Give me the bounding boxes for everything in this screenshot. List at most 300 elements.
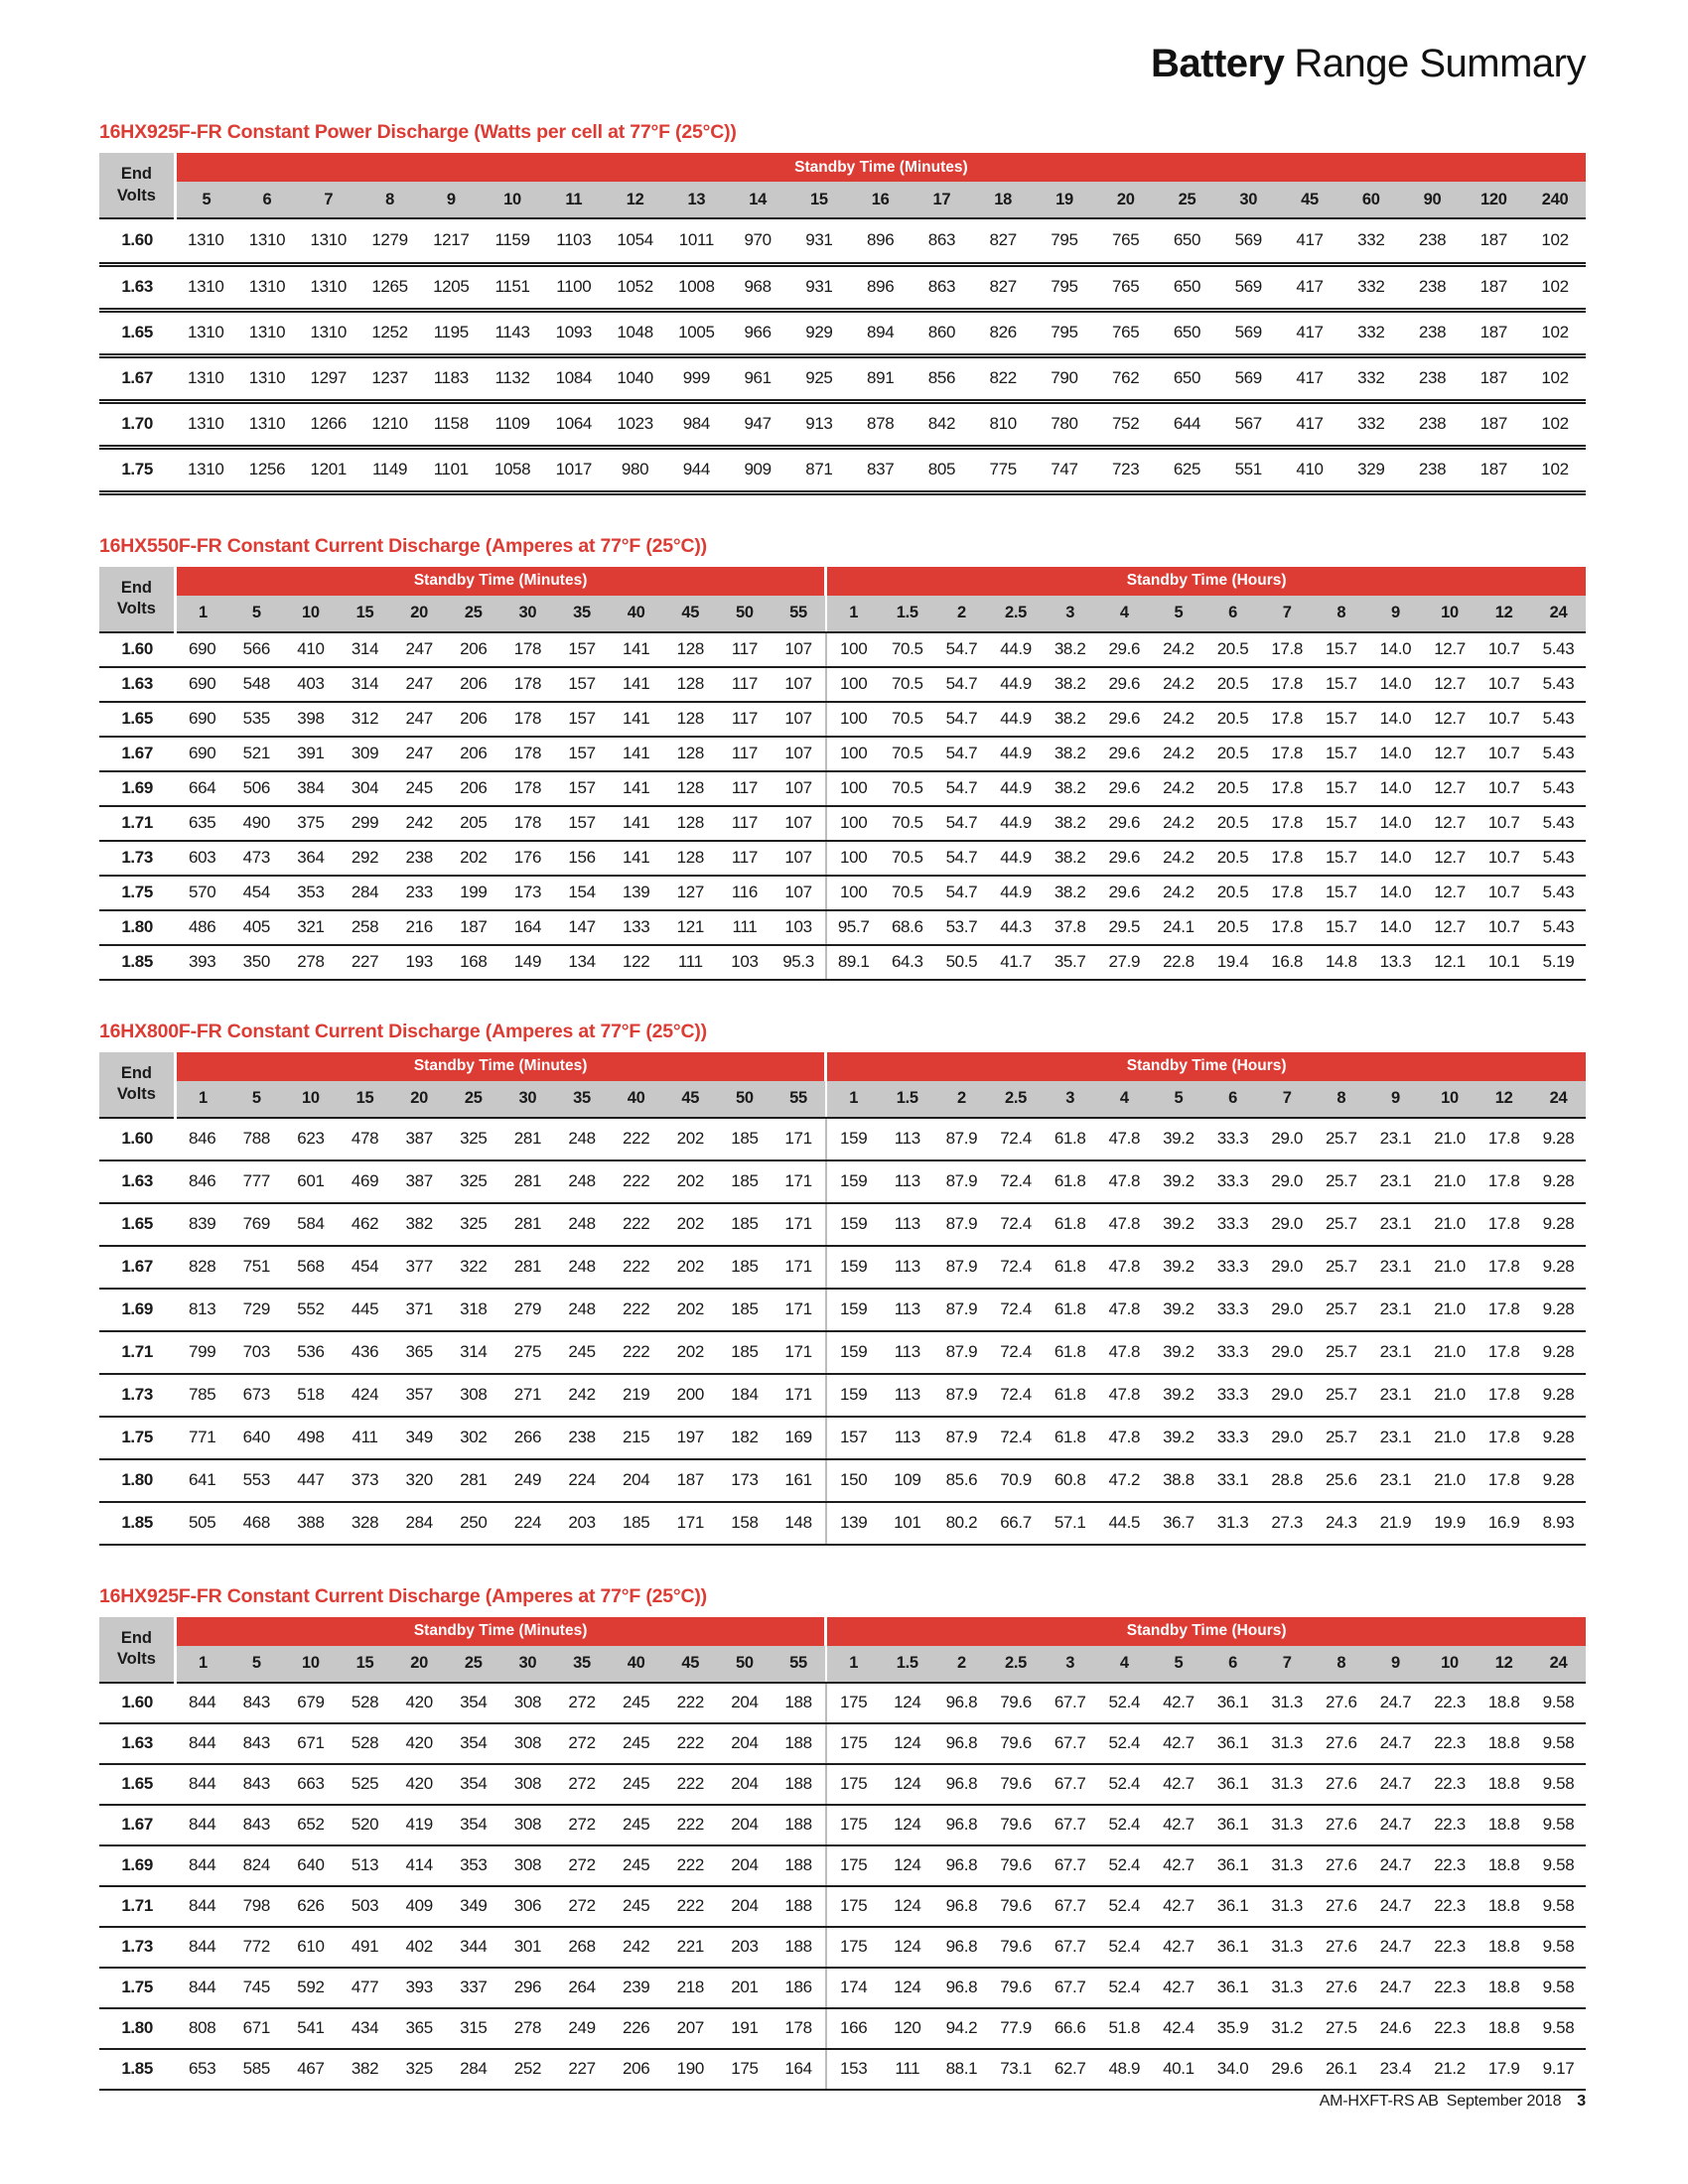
table-title: 16HX800F-FR Constant Current Discharge (Amperes at 77°F (25°C)) — [99, 1020, 707, 1042]
value-cell: 826 — [972, 310, 1034, 355]
value-cell: 909 — [727, 447, 788, 492]
value-cell: 1017 — [543, 447, 605, 492]
value-cell: 780 — [1034, 401, 1095, 447]
table-title: 16HX925F-FR Constant Power Discharge (Watts per cell at 77°F (25°C)) — [99, 121, 737, 143]
value-cell: 89.1 — [826, 945, 881, 980]
table-row — [99, 1203, 1586, 1246]
value-cell: 844 — [175, 1927, 229, 1968]
value-cell: 1005 — [665, 310, 727, 355]
value-cell: 121 — [663, 910, 718, 945]
value-cell: 506 — [229, 771, 284, 806]
end-volts-cell: 1.85 — [99, 1502, 175, 1545]
value-cell: 182 — [718, 1417, 773, 1459]
value-cell: 222 — [609, 1289, 663, 1331]
value-cell: 318 — [446, 1289, 500, 1331]
value-cell: 127 — [663, 876, 718, 910]
value-cell: 468 — [229, 1502, 284, 1545]
col-header: 25 — [446, 1081, 500, 1118]
value-cell: 27.6 — [1314, 1968, 1368, 2008]
value-cell: 860 — [912, 310, 973, 355]
value-cell: 653 — [175, 2049, 229, 2090]
value-cell: 304 — [338, 771, 392, 806]
value-cell: 222 — [609, 1160, 663, 1203]
value-cell: 1149 — [359, 447, 421, 492]
value-cell: 222 — [609, 1246, 663, 1289]
value-cell: 72.4 — [989, 1289, 1044, 1331]
value-cell: 113 — [880, 1374, 934, 1417]
value-cell: 153 — [826, 2049, 881, 2090]
standby-band-label: Standby Time (Minutes) — [175, 1617, 826, 1646]
value-cell: 9.28 — [1531, 1203, 1586, 1246]
value-cell: 15.7 — [1314, 841, 1368, 876]
value-cell: 377 — [392, 1246, 447, 1289]
table-row — [99, 632, 1586, 667]
value-cell: 42.7 — [1152, 1764, 1206, 1805]
value-cell: 44.9 — [989, 771, 1044, 806]
value-cell: 17.8 — [1260, 632, 1315, 667]
value-cell: 57.1 — [1043, 1502, 1097, 1545]
standby-band-label: Standby Time (Minutes) — [175, 567, 826, 596]
col-header: 55 — [772, 1646, 826, 1683]
value-cell: 171 — [772, 1160, 826, 1203]
value-cell: 124 — [880, 1723, 934, 1764]
value-cell: 134 — [555, 945, 610, 980]
value-cell: 21.0 — [1423, 1203, 1477, 1246]
value-cell: 551 — [1217, 447, 1279, 492]
value-cell: 679 — [284, 1683, 339, 1723]
value-cell: 518 — [284, 1374, 339, 1417]
value-cell: 424 — [338, 1374, 392, 1417]
col-header: 6 — [236, 182, 298, 218]
value-cell: 14.8 — [1314, 945, 1368, 980]
value-cell: 585 — [229, 2049, 284, 2090]
value-cell: 20.5 — [1205, 667, 1260, 702]
value-cell: 322 — [446, 1246, 500, 1289]
value-cell: 96.8 — [934, 1764, 989, 1805]
value-cell: 9.58 — [1531, 1845, 1586, 1886]
value-cell: 199 — [446, 876, 500, 910]
value-cell: 66.7 — [989, 1502, 1044, 1545]
value-cell: 272 — [555, 1764, 610, 1805]
value-cell: 186 — [772, 1968, 826, 2008]
value-cell: 321 — [284, 910, 339, 945]
value-cell: 24.7 — [1368, 1764, 1423, 1805]
table-row — [99, 1723, 1586, 1764]
value-cell: 20.5 — [1205, 702, 1260, 737]
value-cell: 22.3 — [1423, 1886, 1477, 1927]
value-cell: 947 — [727, 401, 788, 447]
value-cell: 128 — [663, 737, 718, 771]
value-cell: 929 — [788, 310, 850, 355]
end-volts-cell: 1.67 — [99, 737, 175, 771]
value-cell: 5.43 — [1531, 806, 1586, 841]
col-header: 50 — [718, 1081, 773, 1118]
end-volts-cell: 1.71 — [99, 806, 175, 841]
col-header: 40 — [609, 1081, 663, 1118]
value-cell: 12.1 — [1423, 945, 1477, 980]
end-volts-cell: 1.65 — [99, 1764, 175, 1805]
value-cell: 822 — [972, 355, 1034, 401]
value-cell: 248 — [555, 1203, 610, 1246]
col-header: 2 — [934, 1081, 989, 1118]
value-cell: 54.7 — [934, 806, 989, 841]
value-cell: 810 — [972, 401, 1034, 447]
col-header: 12 — [1477, 1081, 1531, 1118]
value-cell: 24.7 — [1368, 1845, 1423, 1886]
col-header: 10 — [284, 1646, 339, 1683]
value-cell: 124 — [880, 1764, 934, 1805]
value-cell: 70.5 — [880, 632, 934, 667]
value-cell: 222 — [609, 1118, 663, 1160]
value-cell: 203 — [555, 1502, 610, 1545]
value-cell: 5.43 — [1531, 910, 1586, 945]
value-cell: 124 — [880, 1886, 934, 1927]
value-cell: 10.7 — [1477, 910, 1531, 945]
end-volts-cell: 1.85 — [99, 945, 175, 980]
value-cell: 31.2 — [1260, 2008, 1315, 2049]
value-cell: 9.28 — [1531, 1374, 1586, 1417]
value-cell: 252 — [500, 2049, 555, 2090]
table-row — [99, 1845, 1586, 1886]
value-cell: 25.7 — [1314, 1160, 1368, 1203]
value-cell: 22.3 — [1423, 1764, 1477, 1805]
value-cell: 17.8 — [1260, 806, 1315, 841]
value-cell: 799 — [175, 1331, 229, 1374]
value-cell: 245 — [555, 1331, 610, 1374]
value-cell: 128 — [663, 806, 718, 841]
value-cell: 39.2 — [1152, 1417, 1206, 1459]
header-band-row — [99, 1617, 1586, 1646]
value-cell: 445 — [338, 1289, 392, 1331]
value-cell: 23.4 — [1368, 2049, 1423, 2090]
value-cell: 219 — [609, 1374, 663, 1417]
col-header: 5 — [1152, 1081, 1206, 1118]
end-volts-cell: 1.85 — [99, 2049, 175, 2090]
value-cell: 1101 — [420, 447, 482, 492]
value-cell: 222 — [609, 1331, 663, 1374]
value-cell: 52.4 — [1097, 1968, 1152, 2008]
value-cell: 124 — [880, 1927, 934, 1968]
value-cell: 1252 — [359, 310, 421, 355]
value-cell: 9.28 — [1531, 1246, 1586, 1289]
value-cell: 44.9 — [989, 737, 1044, 771]
value-cell: 12.7 — [1423, 806, 1477, 841]
value-cell: 9.28 — [1531, 1417, 1586, 1459]
value-cell: 314 — [446, 1331, 500, 1374]
col-header: 35 — [555, 1646, 610, 1683]
value-cell: 95.3 — [772, 945, 826, 980]
value-cell: 5.43 — [1531, 667, 1586, 702]
value-cell: 961 — [727, 355, 788, 401]
value-cell: 863 — [912, 218, 973, 264]
value-cell: 842 — [912, 401, 973, 447]
value-cell: 9.28 — [1531, 1118, 1586, 1160]
value-cell: 827 — [972, 264, 1034, 310]
value-cell: 417 — [1279, 310, 1340, 355]
value-cell: 8.93 — [1531, 1502, 1586, 1545]
col-header: 1 — [175, 1646, 229, 1683]
column-header-row — [99, 596, 1586, 632]
col-header: 50 — [718, 596, 773, 632]
value-cell: 329 — [1340, 447, 1402, 492]
value-cell: 650 — [1157, 218, 1218, 264]
table-row — [99, 401, 1586, 447]
value-cell: 207 — [663, 2008, 718, 2049]
value-cell: 10.7 — [1477, 841, 1531, 876]
value-cell: 10.7 — [1477, 771, 1531, 806]
value-cell: 24.7 — [1368, 1723, 1423, 1764]
value-cell: 38.2 — [1043, 632, 1097, 667]
value-cell: 178 — [500, 632, 555, 667]
value-cell: 18.8 — [1477, 1764, 1531, 1805]
value-cell: 102 — [1524, 218, 1586, 264]
value-cell: 245 — [609, 1723, 663, 1764]
value-cell: 61.8 — [1043, 1289, 1097, 1331]
value-cell: 772 — [229, 1927, 284, 1968]
value-cell: 175 — [826, 1764, 881, 1805]
col-header: 1 — [175, 1081, 229, 1118]
value-cell: 54.7 — [934, 667, 989, 702]
value-cell: 1256 — [236, 447, 298, 492]
value-cell: 635 — [175, 806, 229, 841]
value-cell: 48.9 — [1097, 2049, 1152, 2090]
value-cell: 10.7 — [1477, 632, 1531, 667]
value-cell: 24.2 — [1152, 841, 1206, 876]
col-header: 6 — [1205, 1081, 1260, 1118]
value-cell: 31.3 — [1260, 1723, 1315, 1764]
col-header: 2.5 — [989, 1081, 1044, 1118]
col-header: 35 — [555, 596, 610, 632]
value-cell: 101 — [880, 1502, 934, 1545]
value-cell: 87.9 — [934, 1203, 989, 1246]
value-cell: 96.8 — [934, 1886, 989, 1927]
value-cell: 275 — [500, 1331, 555, 1374]
value-cell: 42.7 — [1152, 1683, 1206, 1723]
value-cell: 541 — [284, 2008, 339, 2049]
value-cell: 384 — [284, 771, 339, 806]
value-cell: 247 — [392, 632, 447, 667]
value-cell: 417 — [1279, 218, 1340, 264]
value-cell: 548 — [229, 667, 284, 702]
value-cell: 67.7 — [1043, 1764, 1097, 1805]
value-cell: 171 — [772, 1118, 826, 1160]
value-cell: 66.6 — [1043, 2008, 1097, 2049]
value-cell: 197 — [663, 1417, 718, 1459]
value-cell: 771 — [175, 1417, 229, 1459]
value-cell: 846 — [175, 1160, 229, 1203]
value-cell: 102 — [1524, 310, 1586, 355]
value-cell: 238 — [1402, 355, 1464, 401]
end-volts-cell: 1.65 — [99, 310, 175, 355]
value-cell: 337 — [446, 1968, 500, 2008]
value-cell: 188 — [772, 1845, 826, 1886]
value-cell: 102 — [1524, 401, 1586, 447]
col-header: 11 — [543, 182, 605, 218]
table-row — [99, 1805, 1586, 1845]
value-cell: 248 — [555, 1289, 610, 1331]
value-cell: 279 — [500, 1289, 555, 1331]
value-cell: 245 — [609, 1805, 663, 1845]
value-cell: 365 — [392, 1331, 447, 1374]
value-cell: 40.1 — [1152, 2049, 1206, 2090]
value-cell: 67.7 — [1043, 1845, 1097, 1886]
value-cell: 15.7 — [1314, 702, 1368, 737]
table-body — [99, 218, 1586, 492]
page-title — [99, 42, 1586, 85]
value-cell: 185 — [718, 1331, 773, 1374]
value-cell: 171 — [663, 1502, 718, 1545]
col-header: 15 — [338, 1646, 392, 1683]
col-header: 20 — [1095, 182, 1157, 218]
value-cell: 14.0 — [1368, 806, 1423, 841]
value-cell: 204 — [718, 1805, 773, 1845]
value-cell: 420 — [392, 1723, 447, 1764]
value-cell: 245 — [609, 1845, 663, 1886]
value-cell: 332 — [1340, 310, 1402, 355]
tables-container — [99, 121, 1586, 2091]
value-cell: 224 — [500, 1502, 555, 1545]
value-cell: 70.5 — [880, 737, 934, 771]
value-cell: 17.8 — [1477, 1331, 1531, 1374]
value-cell: 9.58 — [1531, 1927, 1586, 1968]
value-cell: 171 — [772, 1246, 826, 1289]
value-cell: 272 — [555, 1723, 610, 1764]
value-cell: 5.43 — [1531, 876, 1586, 910]
value-cell: 187 — [1463, 218, 1524, 264]
value-cell: 1310 — [298, 310, 359, 355]
value-cell: 1310 — [175, 447, 236, 492]
value-cell: 10.7 — [1477, 876, 1531, 910]
value-cell: 100 — [826, 841, 881, 876]
value-cell: 159 — [826, 1118, 881, 1160]
value-cell: 410 — [284, 632, 339, 667]
value-cell: 100 — [826, 806, 881, 841]
value-cell: 29.0 — [1260, 1160, 1315, 1203]
col-header: 19 — [1034, 182, 1095, 218]
value-cell: 414 — [392, 1845, 447, 1886]
value-cell: 913 — [788, 401, 850, 447]
table-row — [99, 1683, 1586, 1723]
value-cell: 664 — [175, 771, 229, 806]
table-row — [99, 1160, 1586, 1203]
value-cell: 36.1 — [1205, 1805, 1260, 1845]
col-header: 5 — [1152, 1646, 1206, 1683]
value-cell: 70.5 — [880, 667, 934, 702]
col-header: 35 — [555, 1081, 610, 1118]
value-cell: 9.58 — [1531, 1683, 1586, 1723]
value-cell: 752 — [1095, 401, 1157, 447]
value-cell: 173 — [718, 1459, 773, 1502]
value-cell: 250 — [446, 1502, 500, 1545]
value-cell: 27.6 — [1314, 1886, 1368, 1927]
value-cell: 38.2 — [1043, 702, 1097, 737]
value-cell: 38.2 — [1043, 841, 1097, 876]
value-cell: 491 — [338, 1927, 392, 1968]
value-cell: 202 — [663, 1160, 718, 1203]
value-cell: 1266 — [298, 401, 359, 447]
value-cell: 173 — [500, 876, 555, 910]
value-cell: 17.8 — [1260, 910, 1315, 945]
value-cell: 20.5 — [1205, 876, 1260, 910]
table-row — [99, 737, 1586, 771]
header-band-row — [99, 153, 1586, 182]
value-cell: 350 — [229, 945, 284, 980]
value-cell: 203 — [718, 1927, 773, 1968]
value-cell: 22.3 — [1423, 1927, 1477, 1968]
value-cell: 38.2 — [1043, 737, 1097, 771]
value-cell: 1008 — [665, 264, 727, 310]
value-cell: 17.8 — [1477, 1203, 1531, 1246]
value-cell: 39.2 — [1152, 1118, 1206, 1160]
value-cell: 187 — [1463, 401, 1524, 447]
value-cell: 113 — [880, 1417, 934, 1459]
value-cell: 113 — [880, 1289, 934, 1331]
value-cell: 166 — [826, 2008, 881, 2049]
value-cell: 206 — [446, 702, 500, 737]
value-cell: 247 — [392, 702, 447, 737]
value-cell: 35.7 — [1043, 945, 1097, 980]
value-cell: 17.8 — [1477, 1417, 1531, 1459]
value-cell: 54.7 — [934, 737, 989, 771]
col-header: 20 — [392, 1081, 447, 1118]
value-cell: 64.3 — [880, 945, 934, 980]
end-volts-cell: 1.71 — [99, 1886, 175, 1927]
value-cell: 202 — [663, 1246, 718, 1289]
value-cell: 122 — [609, 945, 663, 980]
value-cell: 652 — [284, 1805, 339, 1845]
value-cell: 387 — [392, 1160, 447, 1203]
value-cell: 18.8 — [1477, 1927, 1531, 1968]
col-header: 10 — [284, 596, 339, 632]
value-cell: 36.7 — [1152, 1502, 1206, 1545]
value-cell: 206 — [446, 737, 500, 771]
value-cell: 931 — [788, 218, 850, 264]
col-header: 20 — [392, 1646, 447, 1683]
value-cell: 525 — [338, 1764, 392, 1805]
col-header: 60 — [1340, 182, 1402, 218]
value-cell: 568 — [284, 1246, 339, 1289]
value-cell: 1310 — [298, 264, 359, 310]
value-cell: 249 — [555, 2008, 610, 2049]
value-cell: 27.6 — [1314, 1764, 1368, 1805]
value-cell: 29.0 — [1260, 1203, 1315, 1246]
value-cell: 798 — [229, 1886, 284, 1927]
value-cell: 18.8 — [1477, 1886, 1531, 1927]
value-cell: 79.6 — [989, 1764, 1044, 1805]
value-cell: 328 — [338, 1502, 392, 1545]
value-cell: 120 — [880, 2008, 934, 2049]
value-cell: 896 — [850, 264, 912, 310]
value-cell: 185 — [718, 1289, 773, 1331]
value-cell: 36.1 — [1205, 1968, 1260, 2008]
col-header: 10 — [1423, 1081, 1477, 1118]
value-cell: 238 — [392, 841, 447, 876]
value-cell: 70.5 — [880, 876, 934, 910]
value-cell: 33.3 — [1205, 1374, 1260, 1417]
value-cell: 23.1 — [1368, 1203, 1423, 1246]
value-cell: 159 — [826, 1160, 881, 1203]
value-cell: 349 — [446, 1886, 500, 1927]
value-cell: 53.7 — [934, 910, 989, 945]
value-cell: 970 — [727, 218, 788, 264]
value-cell: 249 — [500, 1459, 555, 1502]
value-cell: 226 — [609, 2008, 663, 2049]
value-cell: 808 — [175, 2008, 229, 2049]
value-cell: 113 — [880, 1118, 934, 1160]
value-cell: 61.8 — [1043, 1160, 1097, 1203]
value-cell: 490 — [229, 806, 284, 841]
value-cell: 1109 — [482, 401, 543, 447]
